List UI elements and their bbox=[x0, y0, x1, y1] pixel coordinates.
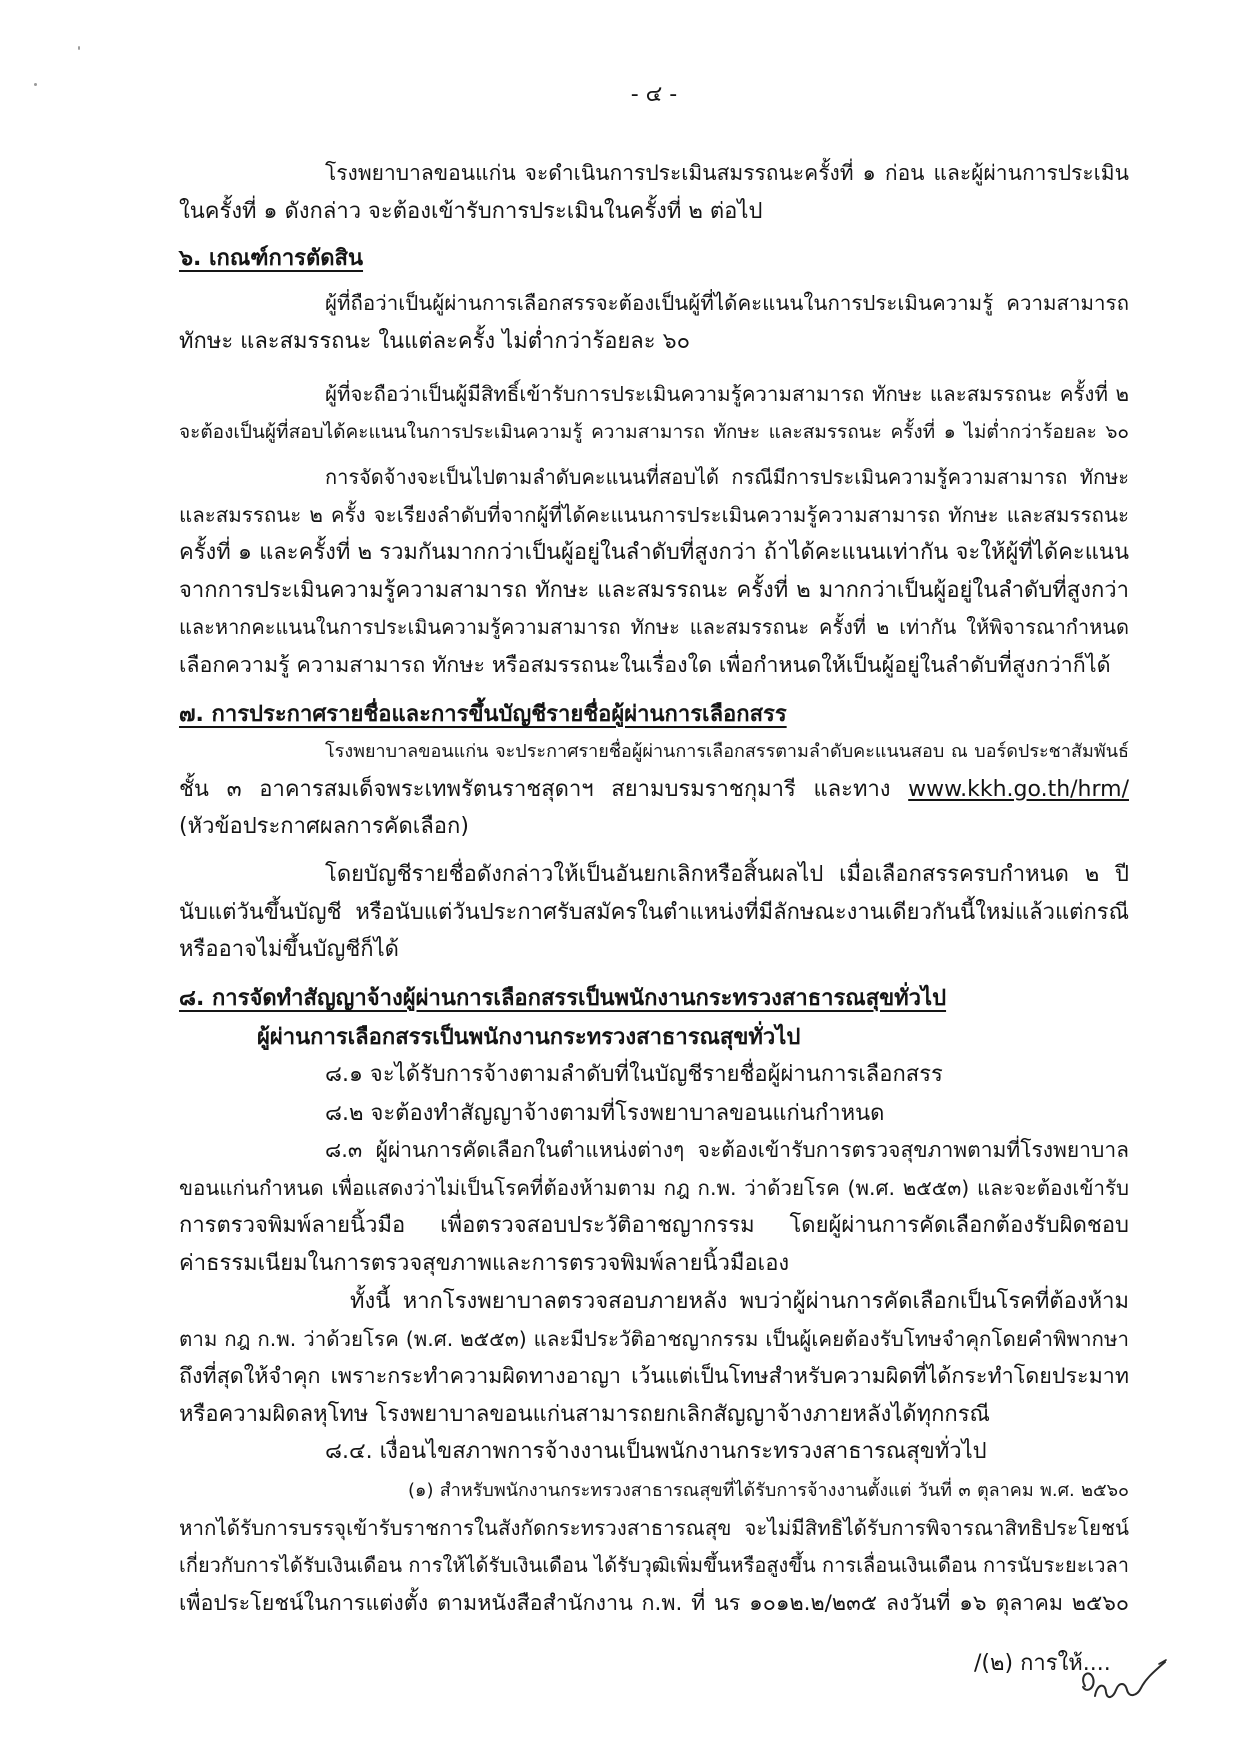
text-line: จะต้องเป็นผู้ที่สอบได้คะแนนในการประเมินความรู้ ความสามารถ ทักษะ และสมรรถนะ ครั้งที่ ๑ ไม่ต่ำกว่าร้อยละ ๖๐ bbox=[179, 420, 1129, 443]
text-line: โรงพยาบาลขอนแก่น จะประกาศรายชื่อผู้ผ่านการเลือกสรรตามลำดับคะแนนสอบ ณ บอร์ดประชาสัมพันธ์ bbox=[325, 741, 1129, 762]
section-6-heading-line bbox=[179, 240, 1129, 278]
text-line: จากการประเมินความรู้ความสามารถ ทักษะ และสมรรถนะ ครั้งที่ ๒ มากกว่าเป็นผู้อยู่ในลำดับที่สูงกว่า bbox=[179, 577, 1129, 603]
text-line: (๑) สำหรับพนักงานกระทรวงสาธารณสุขที่ได้รับการจ้างงานตั้งแต่ วันที่ ๓ ตุลาคม พ.ศ. ๒๕๖๐ bbox=[408, 1480, 1129, 1501]
text-line: ในครั้งที่ ๑ ดังกล่าว จะต้องเข้ารับการประเมินในครั้งที่ ๒ ต่อไป bbox=[179, 198, 763, 224]
scan-speck bbox=[78, 46, 80, 50]
text-line: ผู้ที่จะถือว่าเป็นผู้มีสิทธิ์เข้ารับการประเมินความรู้ความสามารถ ทักษะ และสมรรถนะ ครั้งที่ ๒ bbox=[325, 382, 1129, 406]
item-8-1 bbox=[179, 1056, 1129, 1094]
text-line: (หัวข้อประกาศผลการคัดเลือก) bbox=[179, 814, 469, 839]
page-header bbox=[179, 76, 1129, 114]
text-line: และหากคะแนนในการประเมินความรู้ความสามารถ ทักษะ และสมรรถนะ ครั้งที่ ๒ เท่ากัน ให้พิจารณากำหนด bbox=[179, 615, 1129, 639]
text-line: ผู้ที่ถือว่าเป็นผู้ผ่านการเลือกสรรจะต้องเป็นผู้ที่ได้คะแนนในการประเมินความรู้ ความสามารถ bbox=[325, 291, 1129, 315]
text-line: เพื่อประโยชน์ในการแต่งตั้ง ตามหนังสือสำนักงาน ก.พ. ที่ นร ๑๐๑๒.๒/๒๓๕ ลงวันที่ ๑๖ ตุลาคม ๒๕๖๐ bbox=[179, 1590, 1129, 1616]
item-8-4 bbox=[179, 1433, 1129, 1471]
section-6-heading: ๖. เกณฑ์การตัดสิน bbox=[179, 246, 364, 271]
section-8-subheading: ผู้ผ่านการเลือกสรรเป็นพนักงานกระทรวงสาธารณสุขทั่วไป bbox=[257, 1025, 801, 1050]
criteria-paragraph-3 bbox=[179, 459, 1129, 684]
text-line: นับแต่วันขึ้นบัญชี หรือนับแต่วันประกาศรับสมัครในตำแหน่งที่มีลักษณะงานเดียวกันนี้ใหม่แล้วแต่กรณี bbox=[179, 899, 1129, 925]
section-7-heading: ๗. การประกาศรายชื่อและการขึ้นบัญชีรายชื่อผู้ผ่านการเลือกสรร bbox=[179, 702, 787, 727]
criteria-paragraph-1 bbox=[179, 285, 1129, 360]
item-8-4-clause-1 bbox=[179, 1472, 1129, 1622]
announcement-paragraph bbox=[179, 733, 1129, 846]
website-link: www.kkh.go.th/hrm/ bbox=[908, 776, 1129, 802]
section-8-heading: ๘. การจัดทำสัญญาจ้างผู้ผ่านการเลือกสรรเป็นพนักงานกระทรวงสาธารณสุขทั่วไป bbox=[179, 986, 947, 1011]
section-7-heading-line bbox=[179, 696, 1129, 734]
text-line bbox=[179, 771, 1129, 809]
text-line: ๘.๒ จะต้องทำสัญญาจ้างตามที่โรงพยาบาลขอนแก่นกำหนด bbox=[325, 1101, 885, 1126]
scan-speck bbox=[34, 83, 37, 86]
text-line: ทั้งนี้ หากโรงพยาบาลตรวจสอบภายหลัง พบว่าผู้ผ่านการคัดเลือกเป็นโรคที่ต้องห้าม bbox=[350, 1289, 1129, 1314]
text-line: เลือกความรู้ ความสามารถ ทักษะ หรือสมรรถนะในเรื่องใด เพื่อกำหนดให้เป็นผู้อยู่ในลำดับที่สูงกว่าก็ได้ bbox=[179, 652, 1111, 678]
text-line: ตาม กฎ ก.พ. ว่าด้วยโรค (พ.ศ. ๒๕๕๓) และมีประวัติอาชญากรรม เป็นผู้เคยต้องรับโทษจำคุกโดยคำพิพากษา bbox=[179, 1326, 1129, 1351]
item-8-3 bbox=[179, 1132, 1129, 1282]
page-number: - ๔ - bbox=[630, 82, 678, 107]
item-8-2 bbox=[179, 1095, 1129, 1133]
continuation-marker: /(๒) การให้.... bbox=[974, 1651, 1111, 1676]
section-6 bbox=[179, 240, 1129, 278]
section-8 bbox=[179, 980, 1129, 1018]
text-line: และสมรรถนะ ๒ ครั้ง จะเรียงลำดับที่จากผู้ที่ได้คะแนนการประเมินความรู้ความสามารถ ทักษะ และสมรรถนะ bbox=[179, 502, 1129, 527]
text-line: การตรวจพิมพ์ลายนิ้วมือ เพื่อตรวจสอบประวัติอาชญากรรม โดยผู้ผ่านการคัดเลือกต้องรับผิดชอบ bbox=[179, 1213, 1129, 1238]
text-line: ขอนแก่นกำหนด เพื่อแสดงว่าไม่เป็นโรคที่ต้องห้ามตาม กฎ ก.พ. ว่าด้วยโรค (พ.ศ. ๒๕๕๓) และจะต้องเข้ารับ bbox=[179, 1175, 1129, 1200]
text-segment: ชั้น ๓ อาคารสมเด็จพระเทพรัตนราชสุดาฯ สยามบรมราชกุมารี และทาง bbox=[179, 776, 891, 802]
text-line: ๘.๑ จะได้รับการจ้างตามลำดับที่ในบัญชีรายชื่อผู้ผ่านการเลือกสรร bbox=[325, 1062, 943, 1087]
list-validity-paragraph bbox=[179, 856, 1129, 969]
text-line: ค่าธรรมเนียมในการตรวจสุขภาพและการตรวจพิมพ์ลายนิ้วมือเอง bbox=[179, 1250, 790, 1276]
text-line: ๘.๓ ผู้ผ่านการคัดเลือกในตำแหน่งต่างๆ จะต้องเข้ารับการตรวจสุขภาพตามที่โรงพยาบาล bbox=[325, 1138, 1129, 1162]
text-line: โรงพยาบาลขอนแก่น จะดำเนินการประเมินสมรรถนะครั้งที่ ๑ ก่อน และผู้ผ่านการประเมิน bbox=[325, 161, 1129, 185]
text-line: การจัดจ้างจะเป็นไปตามลำดับคะแนนที่สอบได้ กรณีมีการประเมินความรู้ความสามารถ ทักษะ bbox=[325, 465, 1129, 489]
text-line: ทักษะ และสมรรถนะ ในแต่ละครั้ง ไม่ต่ำกว่าร้อยละ ๖๐ bbox=[179, 328, 690, 354]
item-8-3-note bbox=[179, 1283, 1129, 1433]
text-line: ถึงที่สุดให้จำคุก เพราะกระทำความผิดทางอาญา เว้นแต่เป็นโทษสำหรับความผิดที่ได้กระทำโดยประมาท bbox=[179, 1364, 1129, 1389]
intro-paragraph bbox=[179, 155, 1129, 230]
section-8-heading-line bbox=[179, 980, 1129, 1018]
text-line: โดยบัญชีรายชื่อดังกล่าวให้เป็นอันยกเลิกหรือสิ้นผลไป เมื่อเลือกสรรครบกำหนด ๒ ปี bbox=[325, 862, 1129, 887]
text-line: หรือความผิดลหุโทษ โรงพยาบาลขอนแก่นสามารถยกเลิกสัญญาจ้างภายหลังได้ทุกกรณี bbox=[179, 1401, 990, 1427]
text-line: หากได้รับการบรรจุเข้ารับราชการในสังกัดกระทรวงสาธารณสุข จะไม่มีสิทธิได้รับการพิจารณาสิทธิประโยชน์ bbox=[179, 1515, 1129, 1540]
text-line: ๘.๔. เงื่อนไขสภาพการจ้างงานเป็นพนักงานกระทรวงสาธารณสุขทั่วไป bbox=[325, 1439, 987, 1464]
criteria-paragraph-2 bbox=[179, 376, 1129, 451]
text-line: ครั้งที่ ๑ และครั้งที่ ๒ รวมกันมากกว่าเป็นผู้อยู่ในลำดับที่สูงกว่า ถ้าได้คะแนนเท่ากัน จะให้ผู้ที่ได้คะแนน bbox=[179, 540, 1129, 565]
section-7 bbox=[179, 696, 1129, 734]
text-line: หรืออาจไม่ขึ้นบัญชีก็ได้ bbox=[179, 937, 399, 962]
section-8-subheading-block bbox=[179, 1019, 1129, 1057]
signature bbox=[1075, 1640, 1170, 1712]
text-line: เกี่ยวกับการได้รับเงินเดือน การให้ได้รับเงินเดือน ได้รับวุฒิเพิ่มขึ้นหรือสูงขึ้น การเลื่อนเงินเดือน การนับระยะเวลา bbox=[179, 1553, 1129, 1577]
